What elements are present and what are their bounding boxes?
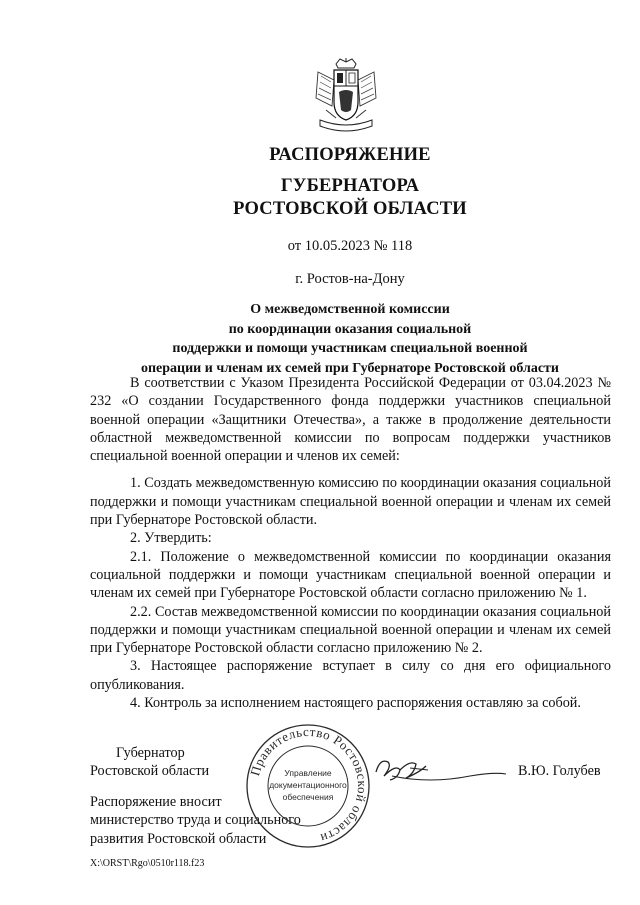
issuer-title-line1: ГУБЕРНАТОРА: [280, 176, 420, 196]
stamp-center-line: Управление: [284, 768, 332, 778]
rostov-oblast-coat-of-arms-icon: [312, 58, 380, 134]
stamp-ring-text: Правительство Ростовской области: [247, 723, 371, 847]
note-line: министерство труда и социального: [90, 812, 301, 829]
document-city: г. Ростов-на-Дону: [295, 271, 405, 287]
subject-line: поддержки и помощи участникам специальной военной: [172, 341, 528, 357]
subject-line: О межведомственной комиссии: [250, 302, 450, 317]
item-3-paragraph: 3. Настоящее распоряжение вступает в силу со дня его официального опубликования.: [90, 658, 611, 693]
stamp-center-line: обеспечения: [282, 792, 334, 802]
signatory-role: Губернатор: [116, 745, 185, 761]
item-2-2-paragraph: 2.2. Состав межведомственной комиссии по координации оказания социальной поддержки и помощи участникам специальной военной операции и членам их семей при Губернаторе Ростовской области согласно приложению № 2.: [90, 603, 611, 657]
issuer-title-line2: РОСТОВСКОЙ ОБЛАСТИ: [233, 199, 467, 219]
subject-line: по координации оказания социальной: [228, 321, 472, 337]
item-2-1-paragraph: 2.1. Положение о межведомственной комиссии по координации оказания социальной поддержки и помощи участникам специальной военной операции и членам их семей при Губернаторе Ростовской области согласно приложению № 1.: [90, 548, 611, 602]
handwritten-signature: [370, 750, 510, 790]
item-2-paragraph: 2. Утвердить:: [130, 530, 212, 547]
official-stamp: [244, 722, 372, 850]
item-1-paragraph: 1. Создать межведомственную комиссию по координации оказания социальной поддержки и помощи участникам специальной военной операции и членам их семей при Губернаторе Ростовской области.: [90, 475, 611, 529]
document-body: [90, 374, 611, 712]
subject-line: операции и членам их семей при Губернаторе Ростовской области: [140, 360, 560, 376]
item-4-paragraph: 4. Контроль за исполнением настоящего распоряжения оставляю за собой.: [130, 695, 581, 712]
preamble-paragraph: В соответствии с Указом Президента Российской Федерации от 03.04.2023 № 232 «О создании Государственного фонда поддержки участников специальной военной операции «Защитники Отечества», а также в продолжение деятельности областной межведомственной комиссии по вопросам поддержки участников специальной военной операции и членов их семей:: [90, 375, 611, 465]
document-subject: [90, 300, 610, 378]
signatory-region: Ростовской области: [90, 763, 210, 779]
signatory-name: В.Ю. Голубев: [518, 763, 601, 779]
file-path-footer: X:\ORST\Rgo\0510r118.f23: [90, 858, 205, 869]
document-date-number: от 10.05.2023 № 118: [287, 238, 413, 254]
stamp-center-line: документационного: [269, 780, 347, 790]
note-line: развития Ростовской области: [90, 830, 267, 847]
note-line: Распоряжение вносит: [90, 794, 222, 810]
document-type-title: РАСПОРЯЖЕНИЕ: [269, 145, 431, 165]
